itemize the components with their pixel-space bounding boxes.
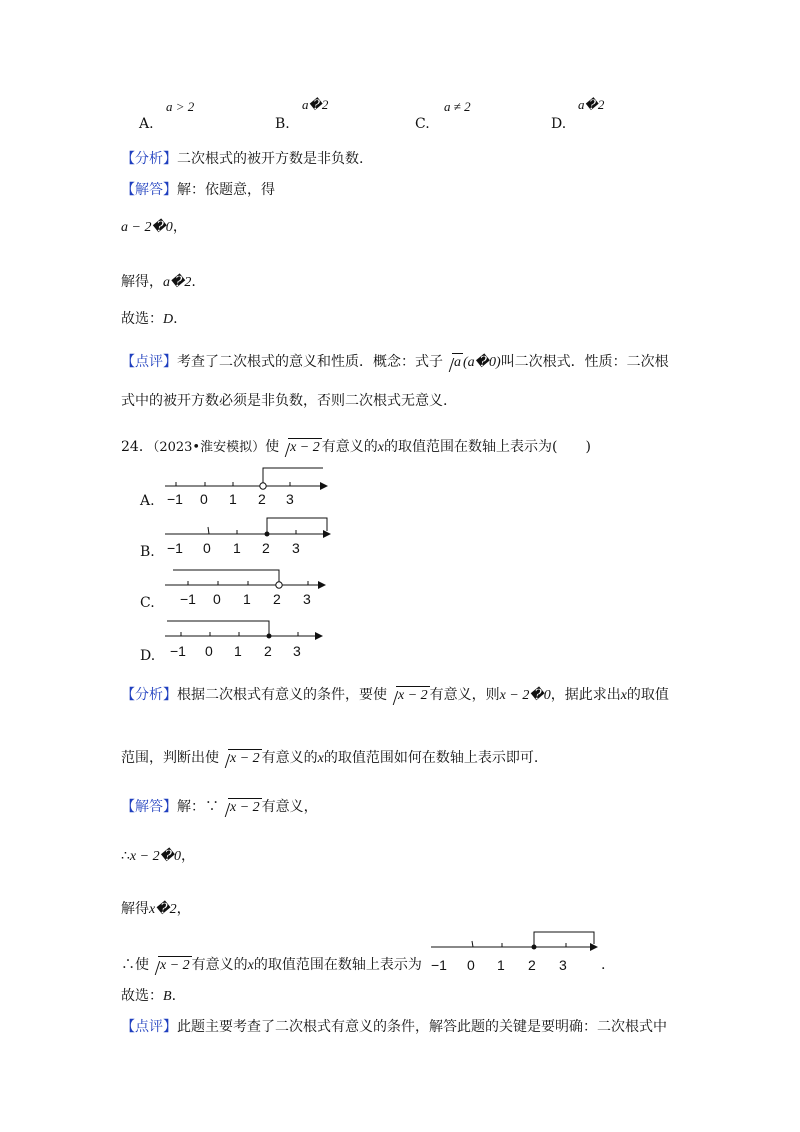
prev-step2-expr: a�2: [163, 275, 192, 290]
tick-label: 2: [264, 643, 272, 659]
tick-label: −1: [180, 591, 196, 607]
sqrt-x-minus-2: x − 2: [279, 441, 322, 455]
tick-label: 0: [467, 957, 475, 973]
nl-option-c-label: C.: [140, 595, 155, 611]
analysis-line2-p2: 有意义的: [261, 750, 318, 766]
comment-part1: 考查了二次根式的意义和性质．概念：式子: [177, 354, 443, 370]
question-text2: 有意义的: [321, 439, 378, 455]
tick-label: 3: [293, 643, 301, 659]
tick-label: 1: [243, 591, 251, 607]
tick-label: 1: [229, 491, 237, 507]
option-b-label: B.: [275, 116, 290, 132]
answer-paren: ( ): [551, 439, 591, 455]
sqrt-x-minus-2: x − 2: [219, 801, 262, 815]
sqrt-x-minus-2: x − 2: [387, 689, 430, 703]
analysis-p2: 有意义，则: [429, 687, 500, 703]
because-symbol: ∵: [205, 799, 219, 815]
comment-line: [121, 1020, 667, 1034]
step2-expr: x�2: [149, 902, 177, 917]
prev-choose-tail: .: [173, 311, 178, 327]
step2-prefix: 解得: [121, 901, 149, 917]
step1-expr: x − 2�0: [129, 849, 181, 864]
tick-label: 2: [262, 540, 270, 556]
prev-step1-tail: ，: [172, 219, 187, 235]
sqrt-x-minus-2: x − 2: [149, 959, 192, 973]
sqrt-x-minus-2: x − 2: [219, 752, 262, 766]
prev-step1-expr: a − 2�0: [121, 220, 173, 235]
tick-label: 1: [233, 540, 241, 556]
therefore-symbol: ∴: [121, 848, 130, 864]
answer-p1: 解：: [177, 799, 205, 815]
tick-label: −1: [167, 491, 183, 507]
final-p3: 的取值范围在数轴上表示为: [253, 957, 422, 973]
step1-tail: ，: [180, 848, 195, 864]
tick-label: 3: [286, 491, 294, 507]
analysis-text: 二次根式的被开方数是非负数.: [177, 151, 364, 167]
range-bracket: [534, 932, 594, 947]
answer-tag: 【解答】: [121, 182, 177, 198]
comment-tag: 【点评】: [121, 354, 177, 370]
prev-step2-tail: .: [191, 274, 196, 290]
option-b-expr: a�2: [302, 97, 329, 112]
nl-option-d-label: D.: [140, 648, 156, 664]
comment-tag: 【点评】: [121, 1019, 177, 1035]
analysis-tag: 【分析】: [121, 151, 177, 167]
option-d-label: D.: [551, 116, 567, 132]
question-var: x: [377, 440, 384, 455]
choose-prefix: 故选：: [121, 988, 163, 1004]
final-p1: 使: [135, 957, 149, 973]
comment-part2: 叫二次根式．性质：二次根: [500, 354, 669, 370]
therefore-symbol: ∴: [121, 957, 135, 973]
nl-option-b-label: B.: [140, 544, 155, 560]
tick-label: 0: [205, 643, 213, 659]
question-text1: 使: [265, 439, 280, 455]
tick-label: 1: [234, 643, 242, 659]
nl-option-a-label: A.: [140, 493, 155, 509]
answer-tag: 【解答】: [121, 799, 177, 815]
tick-label: −1: [431, 957, 447, 973]
prev-comment-line2: 式中的被开方数必须是非负数，否则二次根式无意义.: [121, 393, 448, 409]
option-c-label: C.: [415, 116, 430, 132]
option-a-label: A.: [139, 116, 154, 132]
analysis-cond: x − 2�0: [499, 688, 551, 703]
answer-text: 解：依题意，得: [177, 182, 275, 198]
choose-letter: B: [163, 989, 172, 1004]
tick-label: 1: [497, 957, 505, 973]
tick-label: 0: [200, 491, 208, 507]
option-c-expr: a ≠ 2: [444, 99, 471, 114]
question-source: （2023•淮安模拟）: [152, 440, 266, 455]
choose-line: [121, 989, 176, 1004]
tick-label: 3: [559, 957, 567, 973]
final-tail: .: [601, 957, 606, 973]
analysis-var: x: [620, 688, 627, 703]
tick-label: 2: [273, 591, 281, 607]
closed-dot: [532, 945, 537, 950]
tick-label: −1: [170, 643, 186, 659]
final-p2: 有意义的: [191, 957, 248, 973]
prev-step2-prefix: 解得，: [121, 274, 163, 290]
answer-p2: 有意义，: [261, 799, 318, 815]
sqrt-a: a: [443, 356, 463, 370]
tick-label: 2: [528, 957, 536, 973]
tick-label: 0: [203, 540, 211, 556]
tick-label: 0: [213, 591, 221, 607]
analysis-tag: 【分析】: [121, 687, 177, 703]
analysis-line2-p1: 范围，判断出使: [121, 750, 219, 766]
analysis-p1: 根据二次根式有意义的条件，要使: [177, 687, 387, 703]
tick-mark: [472, 941, 473, 947]
analysis-p3: ，据此求出: [550, 687, 621, 703]
analysis-p4: 的取值: [626, 687, 669, 703]
tick-label: 3: [292, 540, 300, 556]
analysis-var: x: [317, 751, 324, 766]
comment-cond: (a�0): [463, 355, 501, 370]
tick-label: −1: [167, 540, 183, 556]
prev-choose-prefix: 故选：: [121, 311, 163, 327]
tick-label: 3: [303, 591, 311, 607]
tick-label: 2: [258, 491, 266, 507]
analysis-line2-p3: 的取值范围如何在数轴上表示即可.: [323, 750, 539, 766]
comment-text: 此题主要考查了二次根式有意义的条件，解答此题的关键是要明确：二次根式中: [177, 1019, 667, 1035]
choose-tail: .: [171, 988, 177, 1004]
option-a-expr: a > 2: [166, 99, 195, 114]
prev-choose-letter: D: [163, 312, 174, 327]
question-text3: 的取值范围在数轴上表示为: [383, 439, 552, 455]
option-d-expr: a�2: [578, 97, 605, 112]
question-number: 24．: [121, 439, 153, 455]
step2-tail: ，: [176, 901, 191, 917]
final-var: x: [247, 958, 254, 973]
axis-arrow: [590, 943, 598, 951]
